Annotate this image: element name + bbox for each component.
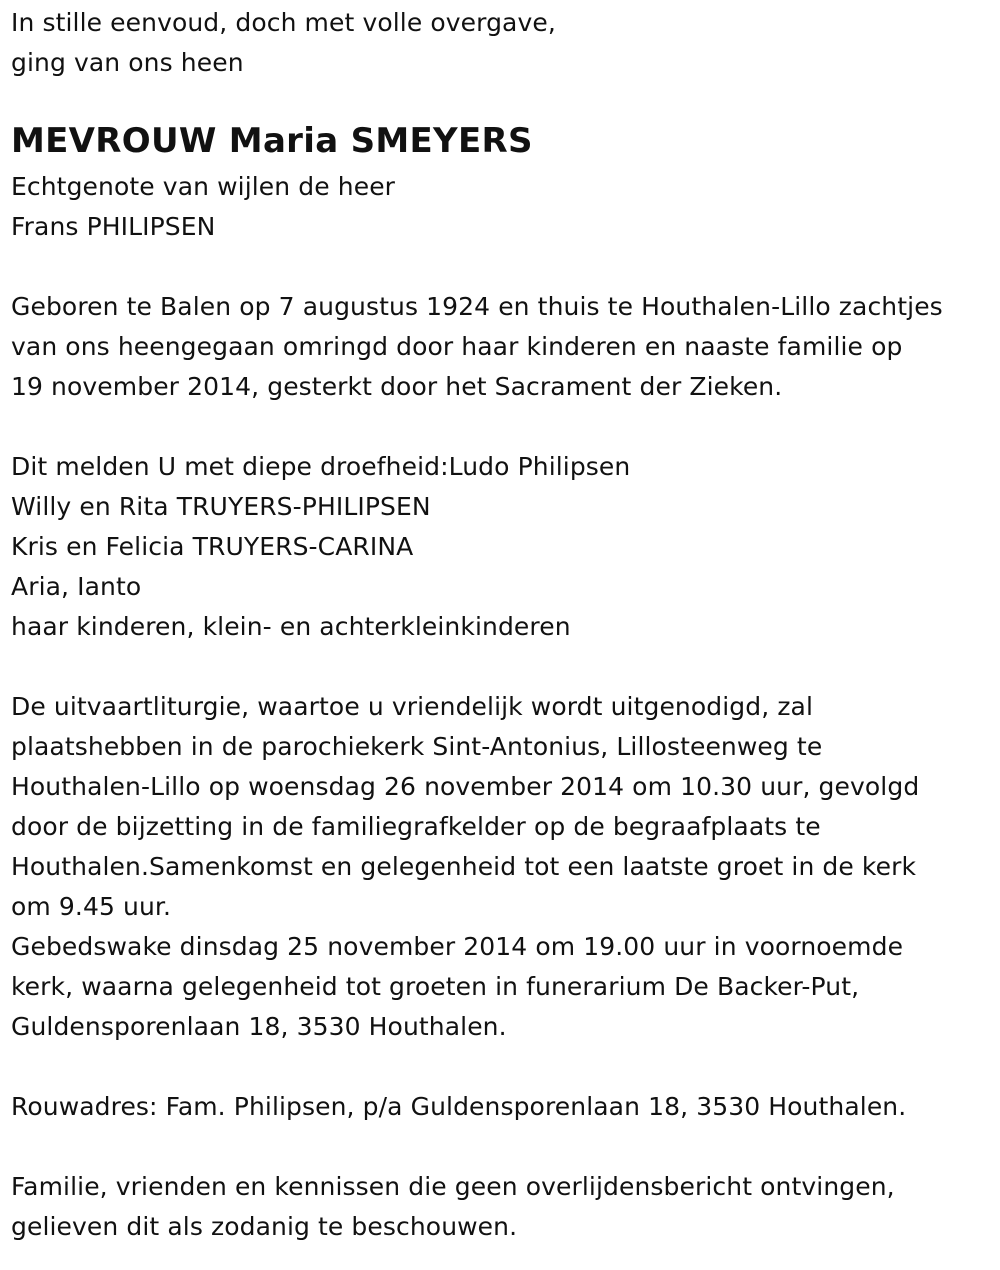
birth-death-line: 19 november 2014, gesterkt door het Sacrament der Zieken. [11, 372, 783, 401]
relation-section [11, 167, 996, 247]
funeral-line: plaatshebben in de parochiekerk Sint-Antonius, Lillosteenweg te [11, 732, 823, 761]
spacer [11, 1047, 996, 1087]
intro-line: ging van ons heen [11, 48, 244, 77]
spacer [11, 647, 996, 687]
family-line: Willy en Rita TRUYERS-PHILIPSEN [11, 492, 431, 521]
family-line: Dit melden U met diepe droefheid:Ludo Philipsen [11, 452, 631, 481]
funeral-line: door de bijzetting in de familiegrafkelder op de begraafplaats te [11, 812, 821, 841]
intro-section [11, 3, 996, 83]
obituary-notice [11, 3, 996, 1247]
vigil-line: Gebedswake dinsdag 25 november 2014 om 19.00 uur in voornoemde [11, 932, 904, 961]
birth-death-line: van ons heengegaan omringd door haar kinderen en naaste familie op [11, 332, 903, 361]
spacer [11, 247, 996, 287]
birth-death-line: Geboren te Balen op 7 augustus 1924 en thuis te Houthalen-Lillo zachtjes [11, 292, 943, 321]
spacer [11, 407, 996, 447]
funeral-line: Houthalen-Lillo op woensdag 26 november 2014 om 10.30 uur, gevolgd [11, 772, 920, 801]
intro-line: In stille eenvoud, doch met volle overgave, [11, 8, 556, 37]
closing-line: Familie, vrienden en kennissen die geen overlijdensbericht ontvingen, [11, 1172, 895, 1201]
funeral-line: Houthalen.Samenkomst en gelegenheid tot een laatste groet in de kerk [11, 852, 917, 881]
family-section [11, 447, 996, 647]
relation-line: Frans PHILIPSEN [11, 212, 216, 241]
deceased-name: MEVROUW Maria SMEYERS [11, 121, 533, 161]
mourning-address-line: Rouwadres: Fam. Philipsen, p/a Guldensporenlaan 18, 3530 Houthalen. [11, 1092, 907, 1121]
closing-line: gelieven dit als zodanig te beschouwen. [11, 1212, 518, 1241]
family-line: haar kinderen, klein- en achterkleinkinderen [11, 612, 571, 641]
funeral-line: om 9.45 uur. [11, 892, 172, 921]
closing-section [11, 1167, 996, 1247]
vigil-line: Guldensporenlaan 18, 3530 Houthalen. [11, 1012, 507, 1041]
birth-death-section [11, 287, 996, 407]
vigil-line: kerk, waarna gelegenheid tot groeten in funerarium De Backer-Put, [11, 972, 860, 1001]
funeral-line: De uitvaartliturgie, waartoe u vriendelijk wordt uitgenodigd, zal [11, 692, 814, 721]
relation-line: Echtgenote van wijlen de heer [11, 172, 396, 201]
family-line: Aria, Ianto [11, 572, 142, 601]
spacer [11, 1127, 996, 1167]
family-line: Kris en Felicia TRUYERS-CARINA [11, 532, 414, 561]
address-section [11, 1087, 996, 1127]
funeral-section [11, 687, 996, 1047]
